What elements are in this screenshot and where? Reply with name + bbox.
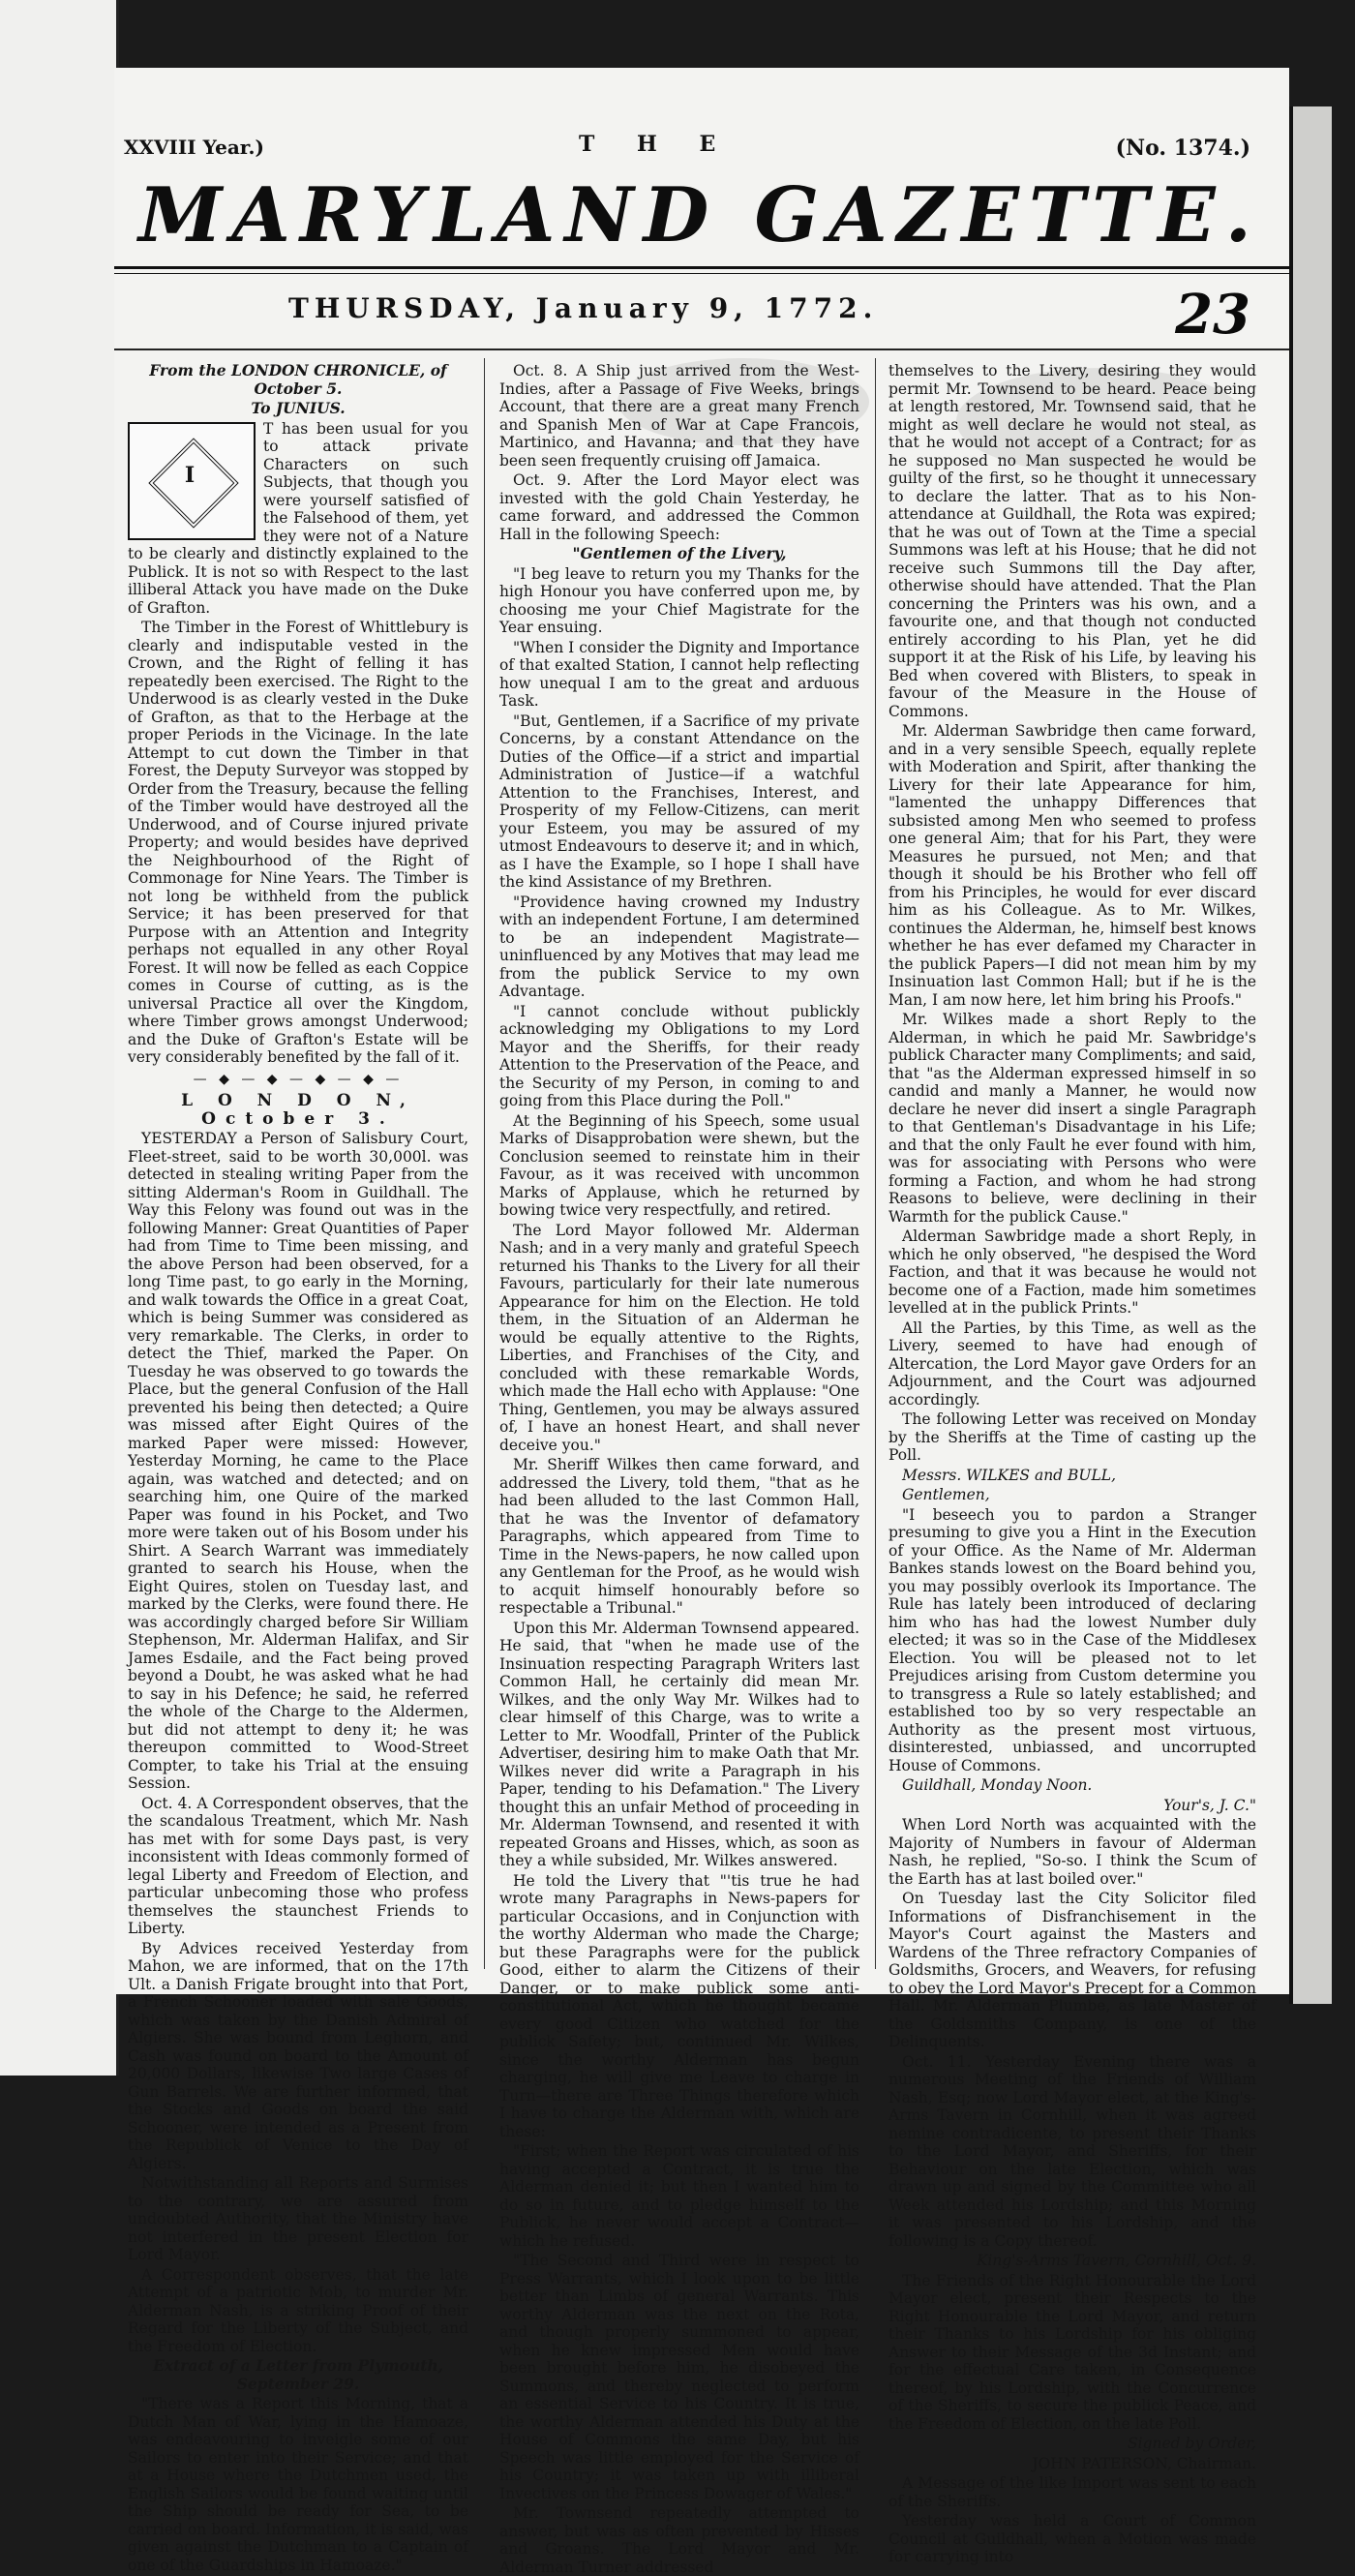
paragraph: "I beseech you to pardon a Stranger presuming to give you a Hint in the Execution of your Office. As the Name of Mr. Alderman Bankes stands lowest on the Board behind you, you may possibly overlook its Importance. The Rule has lately been introduced of declaring him who has had the lowest Number duly elected; it was so in the Case of the Middlesex Election. You will be pleased not to let Prejudices arising from Custom determine you to transgress a Rule so lately established; and established too by so very respectable an Authority as the present most virtuous, disinterested, unbiassed, and uncorrupted House of Commons.: [888, 1505, 1256, 1774]
paragraph: Mr. Wilkes made a short Reply to the Alderman, in which he paid Mr. Sawbridge's publick Character many Compliments; and said, that "as the Alderman expressed himself in so candid and manly a Manner, he would now declare he never did insert a single Paragraph to that Gentleman's Disadvantage in his Life; and that the only Fault he ever found with him, was for associating with Persons who were forming a Faction, and whom he had strong Reasons to believe, were declining in their Warmth for the publick Cause.": [888, 1011, 1256, 1226]
right-page-edge: [1289, 106, 1332, 2004]
newspaper-page: [114, 68, 1289, 2576]
paragraph: Mr. Sheriff Wilkes then came forward, and addressed the Livery, told them, "that as he had been alluded to the last Common Hall, that he was the Inventor of defamatory Paragraphs, which appeared from Time to Time in the News-papers, he now called upon any Gentleman for the Proof, as he would wish to acquit himself honourably before so respectable a Tribunal.": [499, 1456, 859, 1617]
woodcut-letter: I: [184, 462, 196, 488]
paragraph: He told the Livery that "'tis true he had wrote many Paragraphs in News-papers for particular Occasions, and in Conjunction with the worthy Alderman who made the Charge; but these Paragraphs were for the publick Good, either to alarm the Citizens of their Danger, or to make publick some anti-constitutional Act, which he thought became every good Citizen who watched for the publick Safety; but, continued Mr. Wilkes, since the worthy Alderman has begun charging, he will give me Leave to charge in Turn—there are Three Things therefore which I have to charge the Alderman with, which are these:: [499, 1871, 859, 2140]
paragraph: "There was a Report this Morning, that a Dutch Man of War, lying in the Hamoaze, was endeavouring to inveigle some of our Sailors to enter into their Service; and that at a House where the Dutchmen used, the English Sailors would be found waiting until the Ship should be ready for Sea, to be carried on board. Information, it is said, was given against the Dutchman to a Captain of one of the Guardships in Hamoaze.": [128, 2395, 468, 2574]
paragraph: A Message of the like Import was sent to each of the Sheriffs.: [888, 2474, 1256, 2510]
paragraph: The Timber in the Forest of Whittlebury is clearly and indisputable vested in the Crown, and the Right of felling it has repeatedly been exercised. The Right to the Underwood is as clearly vested in the Duke of Grafton, as that to the Herbage at the proper Periods in the Vicinage. In the late Attempt to cut down the Timber in that Forest, the Deputy Surveyor was stopped by Order from the Treasury, because the felling of the Timber would have destroyed all the Underwood, and of Course injured private Property; and would besides have deprived the Neighbourhood of the Right of Commonage for Nine Years. The Timber is not long be withheld from the publick Service; it has been preserved for that Purpose with an Attention and Integrity perhaps not equalled in any other Royal Forest. It will now be felled as each Coppice comes in Course of cutting, as is the universal Practice all over the Kingdom, where Timber grows amongst Underwood; and the Duke of Grafton's Estate will be very considerably benefited by the fall of it.: [128, 619, 468, 1066]
letter-gentlemen: Gentlemen,: [902, 1486, 990, 1503]
paragraph: "First; when the Report was circulated of his having accepted a Contract, it is true the Alderman denied it; but then I wanted him to do so in future, and to pledge himself to the Publick, he never would accept a Contract—which he refused.: [499, 2142, 859, 2250]
paragraph: Notwithstanding all Reports and Surmises to the contrary, we are assured from undoubted Authority, that the Ministry have not interfered in the present Election for Lord Mayor.: [128, 2174, 468, 2263]
column-3: [888, 362, 1256, 2565]
paragraph: Oct. 8. A Ship just arrived from the West-Indies, after a Passage of Five Weeks, brings Account, that there are a great many French and Spanish Men of War at Cape Francois, Martinico, and Havanna; and that they have been seen frequently cruising off Jamaica.: [499, 362, 859, 470]
to-junius-line: To JUNIUS.: [251, 399, 346, 417]
masthead-top-line: [124, 132, 1285, 174]
volume-label: XXVIII Year.): [124, 136, 264, 159]
paragraph: Alderman Sawbridge made a short Reply, in which he only observed, "he despised the Word Faction, and that it was because he would not become one of a Faction, made him sometimes levelled at in the publick Prints.": [888, 1227, 1256, 1317]
paragraph: Mr. Alderman Sawbridge then came forward, and in a very sensible Speech, equally replete with Moderation and Spirit, after thanking the Livery for their late Appearance for him, "lamented the unhappy Differences that subsisted among Men who seemed to profess one general Aim; that for his Part, they were Measures he pursued, not Men; and that though it should be his Brother who fell off from his Principles, he would for ever discard him as his Colleague. As to Mr. Wilkes, continues the Alderman, he, himself best knows whether he has ever defamed my Character in the publick Papers—I did not mean him by my Insinuation last Common Hall; but if he is the Man, I am now here, let him bring his Proofs.": [888, 722, 1256, 1009]
handwritten-number: 23: [1175, 283, 1250, 347]
woodcut-initial: [128, 422, 256, 540]
paragraph: At the Beginning of his Speech, some usual Marks of Disapprobation were shewn, but the Conclusion seemed to reinstate him in their Favour, as it was received with uncommon Marks of Applause, which he returned by bowing twice very respectfully, and retired.: [499, 1111, 859, 1219]
paragraph: "Providence having crowned my Industry with an independent Fortune, I am determined to be an independent Magistrate—uninfluenced by any Motives that may lead me from the publick Service to my own Advantage.: [499, 893, 859, 1000]
column-divider: [875, 358, 876, 1969]
paragraph: YESTERDAY a Person of Salisbury Court, Fleet-street, said to be worth 30,000l. was detected in stealing writing Paper from the sitting Alderman's Room in Guildhall. The Way this Felony was found out was in the following Manner: Great Quantities of Paper had from Time to Time been missing, and the above Person had been observed, for a long Time past, to go early in the Morning, and walk towards the Office in a great Coat, which is being Summer was considered as very remarkable. The Clerks, in order to detect the Thief, marked the Paper. On Tuesday he was observed to go towards the Place, but the general Confusion of the Hall prevented his being then detected; a Quire was missed after Eight Quires of the marked Paper were missed: However, Yesterday Morning, he came to the Place again, was watched and detected; and on searching him, one Quire of the marked Paper was found in his Pocket, and Two more were taken out of his Bosom under his Shirt. A Search Warrant was immediately granted to search his House, when the Eight Quires, stolen on Tuesday last, and marked by the Clerks, were found there. He was accordingly charged before Sir William Stephenson, Mr. Alderman Halifax, and Sir James Esdaile, and the Fact being proved beyond a Doubt, he was asked what he had to say in his Defence; he said, he referred the whole of the Charge to the Aldermen, but did not attempt to deny it; he was thereupon committed to Wood-Street Compter, to take his Trial at the ensuing Session.: [128, 1130, 468, 1792]
paragraph: "The Second and Third were in respect to Press Warrants, which I look upon to be little better than Limbs of general Warrants. This worthy Alderman was the next on the Rota, and though properly summoned to appear, when he knew impressed Men would have been brought before him, he disobeyed the Summons, and thereby neglected to perform an essential Service to his Country. It is true, the worthy Alderman attended his Duty at the House of Commons the same Day, but his Speech was little employed for the Service of his Country; it was taken up with illiberal Invectives on the Princess Dowager of Wales.": [499, 2252, 859, 2502]
paragraph: A Correspondent observes, that the late Attempt of a patriotic Mob, to murder Mr. Alderman Nash, is a striking Proof of their Regard for the Liberty of the Subject, and the Freedom of Election.: [128, 2265, 468, 2355]
tavern-dateline: King's-Arms Tavern, Cornhill, Oct. 9.: [976, 2252, 1256, 2269]
section-ornament: — ◆ — ◆ — ◆ — ◆ —: [193, 1071, 404, 1087]
letter-signature: Your's, J. C.": [1163, 1796, 1256, 1814]
extract-heading: Extract of a Letter from Plymouth, September 29.: [152, 2356, 444, 2393]
chairman-signature: JOHN PATERSON, Chairman.: [1032, 2454, 1256, 2472]
paragraph: themselves to the Livery, desiring they would permit Mr. Townsend to be heard. Peace being at length restored, Mr. Townsend said, that he might as well declare he would not steal, as that he would not accept of a Contract; for as he supposed no Man suspected he would be guilty of the first, so he thought it unnecessary to declare the latter. That as to his Non-attendance at Guildhall, the Rota was expired; that he was out of Town at the Time a special Summons was left at his House; that he did not receive such Summons till the Day after, otherwise should have attended. That the Plan concerning the Printers was his own, and a favourite one, and that though not conducted entirely according to his Plan, yet he did support it at the Risk of his Life, by leaving his Bed when covered with Blisters, to speak in favour of the Measure in the House of Commons.: [888, 362, 1256, 720]
signed-by-order: Signed by Order,: [1128, 2435, 1256, 2452]
paragraph: T has been usual for you to attack private Characters on such Subjects, that though you were yourself satisfied of the Falsehood of them, yet they were not of a Nature to be clearly and distinctly explained to the Publick. It is not so with Respect to the last illiberal Attack you have made on the Duke of Grafton.: [128, 419, 468, 617]
issue-number: (No. 1374.): [1115, 136, 1250, 161]
newspaper-title: MARYLAND GAZETTE.: [138, 171, 1261, 259]
column-1: [128, 361, 468, 2574]
paragraph: "I cannot conclude without publickly acknowledging my Obligations to my Lord Mayor and the Sheriffs, for their ready Attention to the Preservation of the Peace, and the Security of my Person, in coming to and going from this Place during the Poll.": [499, 1002, 859, 1109]
paragraph: By Advices received Yesterday from Mahon, we are informed, that on the 17th Ult. a Danish Frigate brought into that Port, a French Schooner loaded with sale Goods, which was taken by the Danish Admiral of Algiers. She was bound from Leghorn, and Cash was found on board to the Amount of 20,000 Dollars, likewise Two large Cases of Gun Barrels. We are further informed, that the Stocks and Goods on board the said Schooner, were intended as a Present from the Republick of Venice to the Day of Algiers.: [128, 1939, 468, 2172]
column1-heading: From the LONDON CHRONICLE, of October 5.: [149, 361, 447, 398]
paragraph: The Lord Mayor followed Mr. Alderman Nash; and in a very manly and grateful Speech returned his Thanks to the Livery for all their Favours, particularly for their late numerous Appearance for him on the Election. He told them, in the Situation of an Alderman he would be equally attentive to the Rights, Liberties, and Franchises of the City, and concluded with these remarkable Words, which made the Hall echo with Applause: "One Thing, Gentlemen, you may be always assured of, I have an honest Heart, and shall never deceive you.": [499, 1221, 859, 1454]
column-divider: [484, 358, 485, 1969]
paragraph: Upon this Mr. Alderman Townsend appeared. He said, that "when he made use of the Insinuation respecting Paragraph Writers last Common Hall, he certainly did mean Mr. Wilkes, and the only Way Mr. Wilkes had to clear himself of this Charge, was to write a Letter to Mr. Woodfall, Printer of the Publick Advertiser, desiring him to make Oath that Mr. Wilkes never did write a Paragraph in his Paper, tending to his Defamation." The Livery thought this an unfair Method of proceeding in Mr. Alderman Townsend, and resented it with repeated Groans and Hisses, which, as soon as they a while subsided, Mr. Wilkes answered.: [499, 1619, 859, 1869]
paragraph: "But, Gentlemen, if a Sacrifice of my private Concerns, by a constant Attendance on the Duties of the Office—if a strict and impartial Administration of Justice—if a watchful Attention to the Franchises, Interest, and Prosperity of my Fellow-Citizens, can merit your Esteem, you may be assured of my utmost Endeavours to deserve it; and in which, as I have the Example, so I hope I shall have the kind Assistance of my Brethren.: [499, 712, 859, 891]
letter-salutation: Messrs. WILKES and BULL,: [902, 1466, 1116, 1484]
paragraph: Mr. Townsend repeatedly attempted to answer, but was as often prevented by Hisses and Groans. The Lord Mayor and Mr. Alderman Turner addressed: [499, 2504, 859, 2576]
paragraph: Oct. 9. After the Lord Mayor elect was invested with the gold Chain Yesterday, he came forward, and addressed the Common Hall in the following Speech:: [499, 471, 859, 543]
dateline-rule: [114, 349, 1289, 350]
paragraph: On Tuesday last the City Solicitor filed Informations of Disfranchisement in the Mayor's Court against the Masters and Wardens of the Three refractory Companies of Goldsmiths, Grocers, and Weavers, for refusing to obey the Lord Mayor's Precept for a Common Hall. Mr. Alderman Plumbe, as late Master of the Goldsmiths Company, is one of the Delinquents.: [888, 1890, 1256, 2050]
paragraph: The following Letter was received on Monday by the Sheriffs at the Time of casting up the Poll.: [888, 1410, 1256, 1464]
paragraph: The Friends of the Right Honourable the Lord Mayor elect, present their Respects to the Right Honourable the Lord Mayor, and return their Thanks to his Lordship for his obliging Answer to their Message of the 3d Instant; and for the effectual Care taken, in Consequence thereof, by his Lordship, with the Concurrence of the Sheriffs, to secure the publick Peace, and the Freedom of Election, on the late Poll.: [888, 2271, 1256, 2433]
paragraph: All the Parties, by this Time, as well as the Livery, seemed to have had enough of Altercation, the Lord Mayor gave Orders for an Adjournment, and the Court was adjourned accordingly.: [888, 1318, 1256, 1409]
paragraph: "I beg leave to return you my Thanks for the high Honour you have conferred upon me, by choosing me your Chief Magistrate for the Year ensuing.: [499, 564, 859, 636]
column-2: [499, 362, 859, 2576]
letter-place: Guildhall, Monday Noon.: [902, 1776, 1093, 1794]
title-rule: [114, 266, 1289, 269]
left-page-edge: [0, 0, 119, 2076]
london-heading: L O N D O N, October 3.: [181, 1091, 415, 1129]
paragraph: When Lord North was acquainted with the Majority of Numbers in favour of Alderman Nash, he replied, "So-so. I think the Scum of the Earth has at last boiled over.": [888, 1816, 1256, 1888]
the-label: T H E: [579, 132, 734, 157]
title-rule-thin: [114, 273, 1289, 274]
paragraph: Oct. 11. Yesterday Evening there was a numerous Meeting of the Friends of William Nash, Esq; now Lord Mayor elect, at the King's-Arms Tavern in Cornhill, when it was agreed nemine contradicente, to present their Thanks to the Lord Mayor, and Sheriffs, for their Behaviour on the late Election, which was drawn up and signed by the Committee who all Week attended his Lordship; and this Morning it was presented to his Lordship, and the following is a Copy thereof.: [888, 2052, 1256, 2250]
speech-heading: "Gentlemen of the Livery,: [572, 544, 787, 562]
paragraph: "When I consider the Dignity and Importance of that exalted Station, I cannot help reflecting how unequal I am to the great and arduous Task.: [499, 638, 859, 710]
paragraph: Yesterday was held a Court of Common Council at Guildhall, when a Motion was made for carrying into: [888, 2512, 1256, 2565]
paragraph: Oct. 4. A Correspondent observes, that the the scandalous Treatment, which Mr. Nash has met with for some Days past, is very inconsistent with Ideas commonly formed of legal Liberty and Freedom of Election, and particular unbecoming those who profess themselves the staunchest Friends to Liberty.: [128, 1794, 468, 1937]
dateline: THURSDAY, January 9, 1772.: [288, 292, 879, 324]
